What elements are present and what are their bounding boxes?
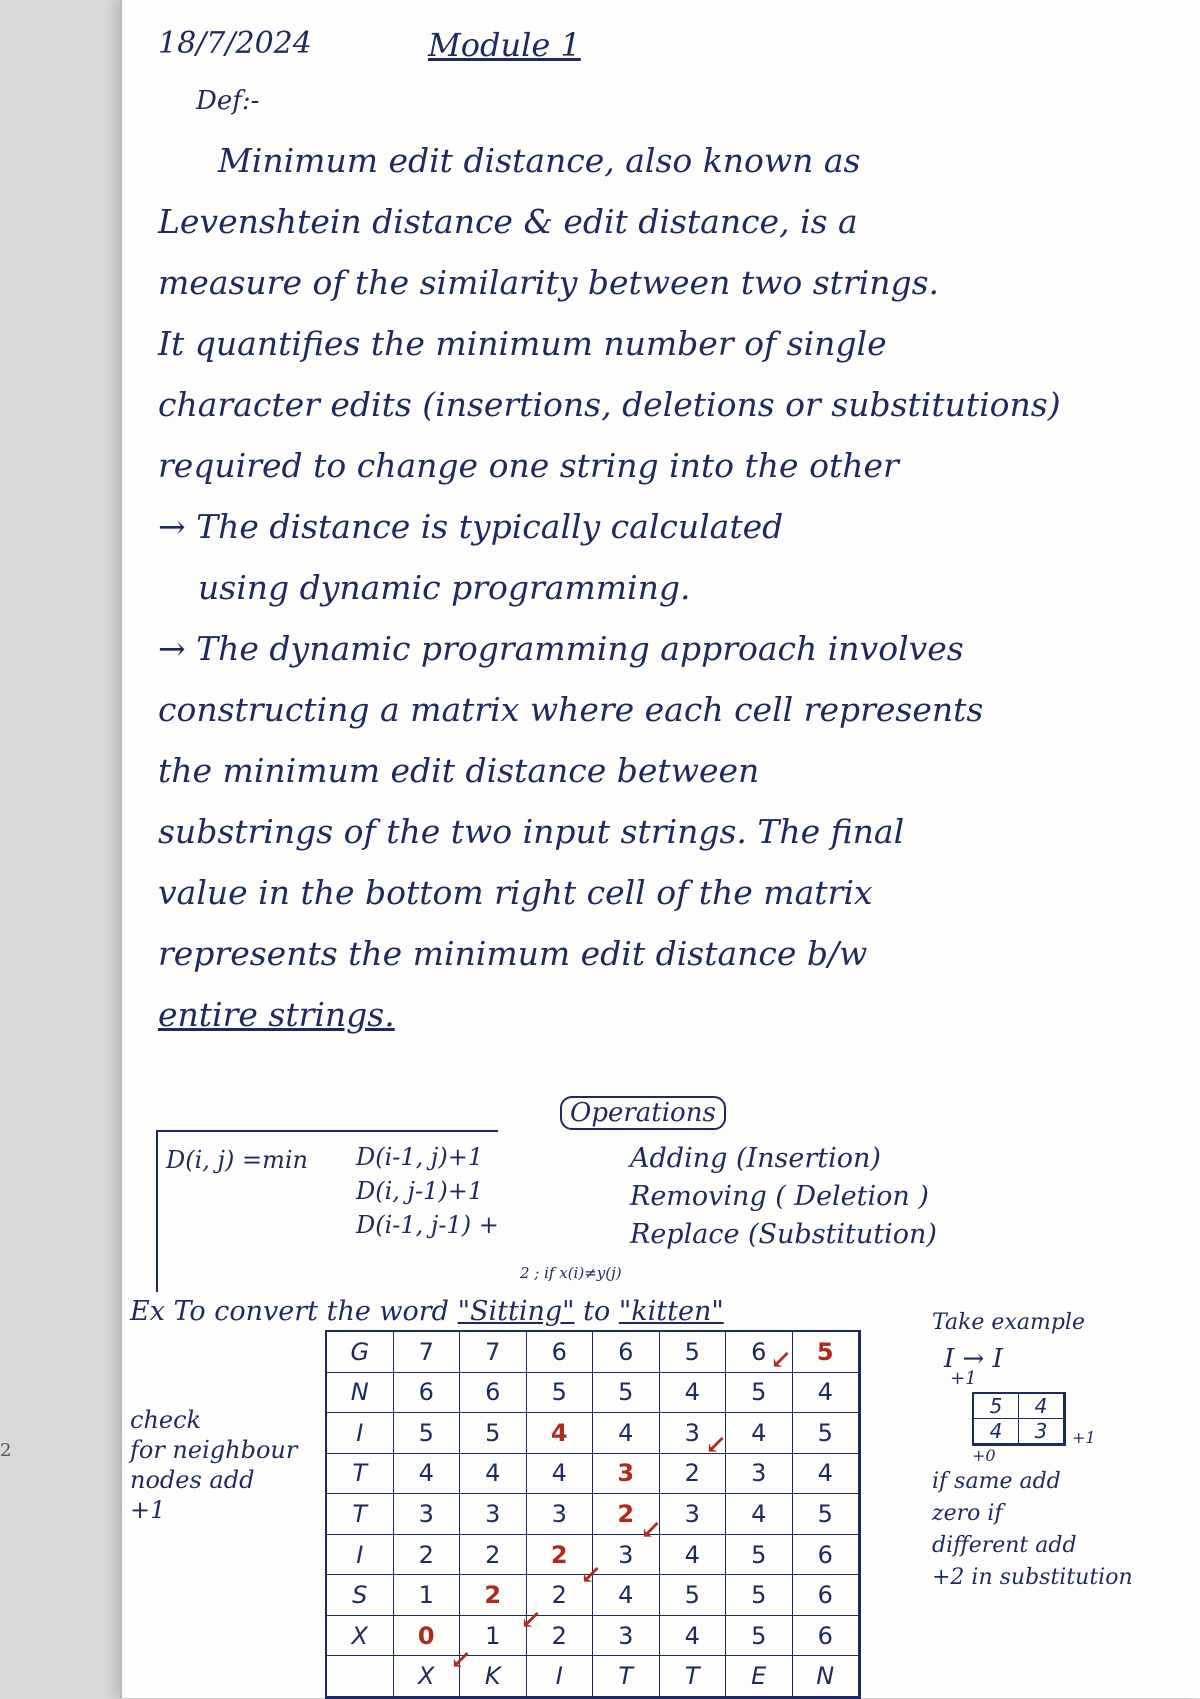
- formula-case: D(i-1, j-1) +: [356, 1211, 499, 1239]
- left-margin-mark: 2: [0, 1440, 12, 1461]
- mini-cell: 4: [1019, 1394, 1064, 1419]
- right-note-lines: [932, 1466, 1133, 1594]
- path-arrow-icon: ↙: [580, 1560, 602, 1590]
- matrix-cell: I: [327, 1535, 394, 1576]
- example-to: to: [583, 1296, 611, 1327]
- matrix-cell: 4: [660, 1535, 727, 1576]
- side-note: [130, 1405, 297, 1525]
- paragraph-line: → The dynamic programming approach involves: [158, 629, 964, 668]
- right-note-title: Take example: [932, 1310, 1085, 1335]
- matrix-cell: 6: [793, 1535, 860, 1576]
- matrix-cell: 3: [527, 1494, 594, 1535]
- matrix-cell: 4: [527, 1454, 594, 1495]
- side-note-line: check: [130, 1406, 202, 1434]
- matrix-cell: 2: [460, 1535, 527, 1576]
- path-arrow-icon: ↙: [770, 1345, 792, 1375]
- right-note-line: different add: [932, 1533, 1077, 1558]
- operations-list: [630, 1140, 937, 1254]
- matrix-cell: 4: [593, 1575, 660, 1616]
- paragraph-line: It quantifies the minimum number of single: [158, 324, 887, 363]
- operation-item: Removing ( Deletion ): [630, 1181, 929, 1212]
- matrix-cell: 5: [593, 1373, 660, 1414]
- paragraph-line: Levenshtein distance & edit distance, is a: [158, 202, 858, 241]
- matrix-cell: 6: [793, 1616, 860, 1657]
- right-note-line: zero if: [932, 1501, 1003, 1526]
- page-header: [158, 26, 858, 76]
- paragraph-line: character edits (insertions, deletions or substitutions): [158, 385, 1061, 424]
- matrix-cell: 3: [660, 1413, 727, 1454]
- formula-cases: [356, 1140, 499, 1242]
- right-note-plus-right: +1: [1072, 1428, 1096, 1447]
- margin-line: [120, 0, 122, 1698]
- matrix-cell: 4: [394, 1454, 461, 1495]
- matrix-cell: 4: [593, 1413, 660, 1454]
- matrix-cell: 6: [527, 1332, 594, 1373]
- matrix-cell: K: [460, 1656, 527, 1697]
- matrix-cell: 5: [793, 1332, 860, 1373]
- matrix-cell: 7: [460, 1332, 527, 1373]
- paragraph-line: → The distance is typically calculated: [158, 507, 784, 546]
- side-note-line: for neighbour: [130, 1436, 298, 1464]
- matrix-cell: 3: [726, 1454, 793, 1495]
- mini-matrix: [972, 1392, 1066, 1446]
- edit-distance-matrix: [325, 1330, 861, 1699]
- matrix-cell: 6: [593, 1332, 660, 1373]
- matrix-cell: T: [327, 1454, 394, 1495]
- matrix-cell: N: [327, 1373, 394, 1414]
- path-arrow-icon: ↙: [705, 1430, 727, 1460]
- paragraph-line: using dynamic programming.: [198, 568, 691, 607]
- matrix-cell: 2: [593, 1494, 660, 1535]
- matrix-cell: [327, 1656, 394, 1697]
- paragraph-line: required to change one string into the other: [158, 446, 899, 485]
- example-source-word: "Sitting": [457, 1296, 575, 1327]
- matrix-cell: 2: [527, 1616, 594, 1657]
- matrix-cell: 5: [394, 1413, 461, 1454]
- matrix-cell: 2: [527, 1535, 594, 1576]
- matrix-cell: 5: [460, 1413, 527, 1454]
- matrix-cell: 3: [593, 1616, 660, 1657]
- matrix-cell: 6: [726, 1332, 793, 1373]
- module-title: Module 1: [428, 26, 581, 64]
- matrix-cell: 4: [793, 1373, 860, 1414]
- formula-case: D(i, j-1)+1: [356, 1177, 484, 1205]
- matrix-cell: T: [327, 1494, 394, 1535]
- matrix-cell: I: [327, 1413, 394, 1454]
- mini-cell: 3: [1019, 1419, 1064, 1444]
- matrix-cell: 4: [460, 1454, 527, 1495]
- paragraph-line: value in the bottom right cell of the matrix: [158, 873, 873, 912]
- matrix-cell: 3: [394, 1494, 461, 1535]
- example-line: [130, 1296, 724, 1327]
- matrix-cell: T: [660, 1656, 727, 1697]
- matrix-cell: 2: [394, 1535, 461, 1576]
- side-note-line: nodes add: [130, 1466, 255, 1494]
- matrix-cell: 3: [593, 1535, 660, 1576]
- matrix-cell: T: [593, 1656, 660, 1697]
- matrix-cell: 2: [527, 1575, 594, 1616]
- matrix-cell: 4: [726, 1413, 793, 1454]
- paragraph-line: Minimum edit distance, also known as: [218, 141, 861, 180]
- path-arrow-icon: ↙: [640, 1515, 662, 1545]
- matrix-cell: 4: [527, 1413, 594, 1454]
- matrix-cell: 4: [660, 1616, 727, 1657]
- matrix-cell: 5: [726, 1535, 793, 1576]
- matrix-cell: 2: [460, 1575, 527, 1616]
- matrix-cell: 0: [394, 1616, 461, 1657]
- right-note-line: +2 in substitution: [932, 1565, 1133, 1590]
- paragraph-line: constructing a matrix where each cell represents: [158, 690, 984, 729]
- right-note-plus: +1: [950, 1368, 977, 1389]
- matrix-cell: 4: [793, 1454, 860, 1495]
- operations-title: Operations: [560, 1096, 726, 1130]
- notebook-page: [120, 0, 1200, 1698]
- matrix-cell: 3: [593, 1454, 660, 1495]
- right-note-plus-zero: +0: [972, 1446, 996, 1465]
- definition-paragraph: [158, 130, 1168, 1045]
- right-note-pair: I → I: [944, 1344, 1003, 1374]
- matrix-cell: 5: [660, 1332, 727, 1373]
- mini-cell: 5: [974, 1394, 1019, 1419]
- matrix-cell: G: [327, 1332, 394, 1373]
- paragraph-line: the minimum edit distance between: [158, 751, 760, 790]
- operation-item: Replace (Substitution): [630, 1219, 937, 1250]
- matrix-cell: E: [726, 1656, 793, 1697]
- matrix-cell: N: [793, 1656, 860, 1697]
- matrix-cell: S: [327, 1575, 394, 1616]
- matrix-cell: 1: [394, 1575, 461, 1616]
- path-arrow-icon: ↙: [450, 1645, 472, 1675]
- mini-cell: 4: [974, 1419, 1019, 1444]
- matrix-cell: X: [327, 1616, 394, 1657]
- matrix-cell: 5: [660, 1575, 727, 1616]
- right-note-line: if same add: [932, 1469, 1061, 1494]
- matrix-cell: 4: [660, 1373, 727, 1414]
- matrix-cell: 5: [726, 1616, 793, 1657]
- formula-lhs: D(i, j) =min: [166, 1146, 308, 1174]
- date: 18/7/2024: [158, 26, 312, 61]
- substitution-note: 2 ; if x(i)≠y(j): [520, 1264, 622, 1282]
- matrix-cell: 5: [793, 1413, 860, 1454]
- matrix-cell: 3: [660, 1494, 727, 1535]
- matrix-cell: 6: [460, 1373, 527, 1414]
- matrix-cell: 5: [793, 1494, 860, 1535]
- paragraph-line: measure of the similarity between two strings.: [158, 263, 940, 302]
- matrix-cell: 5: [726, 1575, 793, 1616]
- definition-label: Def:-: [196, 86, 260, 116]
- paragraph-line: substrings of the two input strings. The final: [158, 812, 905, 851]
- operation-item: Adding (Insertion): [630, 1143, 881, 1174]
- matrix-cell: 6: [793, 1575, 860, 1616]
- matrix-cell: 4: [726, 1494, 793, 1535]
- matrix-cell: I: [527, 1656, 594, 1697]
- matrix-cell: X: [394, 1656, 461, 1697]
- example-target-word: "kitten": [618, 1296, 724, 1327]
- formula-case: D(i-1, j)+1: [356, 1143, 484, 1171]
- matrix-cell: 3: [460, 1494, 527, 1535]
- side-note-line: +1: [130, 1496, 166, 1524]
- example-prefix: Ex To convert the word: [130, 1296, 449, 1327]
- paragraph-line: entire strings.: [158, 995, 395, 1034]
- matrix-cell: 5: [726, 1373, 793, 1414]
- path-arrow-icon: ↙: [520, 1605, 542, 1635]
- matrix-cell: 6: [394, 1373, 461, 1414]
- matrix-cell: 2: [660, 1454, 727, 1495]
- paragraph-line: represents the minimum edit distance b/w: [158, 934, 868, 973]
- matrix-cell: 1: [460, 1616, 527, 1657]
- matrix-cell: 5: [527, 1373, 594, 1414]
- matrix-cell: 7: [394, 1332, 461, 1373]
- formula-box: [156, 1130, 498, 1292]
